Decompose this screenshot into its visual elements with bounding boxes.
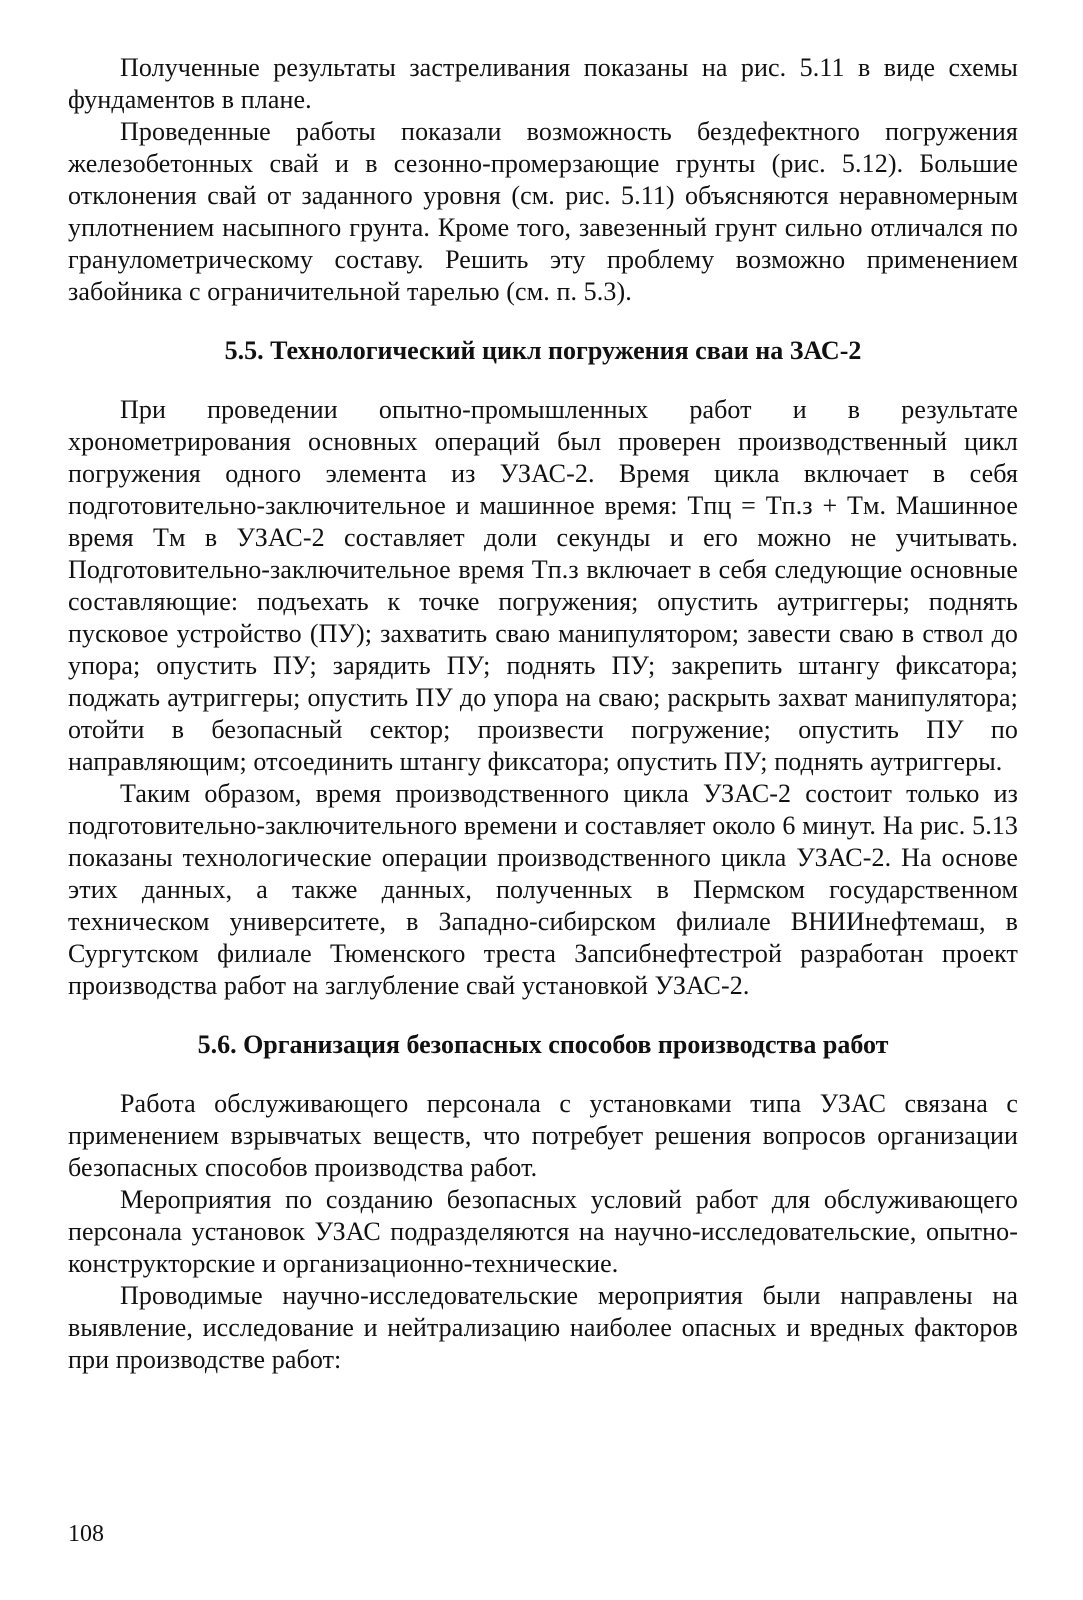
paragraph-results: Полученные результаты застреливания показаны на рис. 5.11 в виде схемы фундаментов в плане. [68,53,1018,114]
page-number: 108 [68,1521,104,1547]
paragraph-safety-intro: Работа обслуживающего персонала с установками типа УЗАС связана с применением взрывчатых веществ, что потребует решения вопросов организации безопасных способов производства работ. [68,1089,1018,1182]
page-body [68,52,1018,1376]
paragraph-safety-measures: Мероприятия по созданию безопасных условий работ для обслуживающего персонала установок УЗАС подразделяются на научно-исследовательские, опытно-конструкторские и организационно-технические. [68,1185,1018,1278]
paragraph-cycle-summary: Таким образом, время производственного цикла УЗАС-2 состоит только из подготовительно-заключительного времени и составляет около 6 минут. На рис. 5.13 показаны технологические операции производственного цикла УЗАС-2. На основе этих данных, а также данных, полученных в Пермском государственном техническом университете, в Западно-сибирском филиале ВНИИнефтемаш, в Сургутском филиале Тюменского треста Запсибнефтестрой разработан проект производства работ на заглубление свай установкой УЗАС-2. [68,779,1018,1000]
section-heading-5-6: 5.6. Организация безопасных способов производства работ [197,1030,889,1059]
paragraph-experiments: Проведенные работы показали возможность бездефектного погружения железобетонных свай и в сезонно-промерзающие грунты (рис. 5.12). Большие отклонения свай от заданного уровня (см. рис. 5.11) объясняются неравномерным уплотнением насыпного грунта. Кроме того, завезенный грунт сильно отличался по гранулометрическому составу. Решить эту проблему возможно применением забойника с ограничительной тарелью (см. п. 5.3). [68,117,1018,306]
section-heading-5-5: 5.5. Технологический цикл погружения сваи на ЗАС-2 [224,336,862,365]
paragraph-research-measures: Проводимые научно-исследовательские мероприятия были направлены на выявление, исследование и нейтрализацию наиболее опасных и вредных факторов при производстве работ: [68,1281,1018,1374]
paragraph-cycle-description: При проведении опытно-промышленных работ и в результате хронометрирования основных операций был проверен производственный цикл погружения одного элемента из УЗАС-2. Время цикла включает в себя подготовительно-заключительное и машинное время: Tпц = Tп.з + Tм. Машинное время Tм в УЗАС-2 составляет доли секунды и его можно не учитывать. Подготовительно-заключительное время Tп.з включает в себя следующие основные составляющие: подъехать к точке погружения; опустить аутриггеры; поднять пусковое устройство (ПУ); захватить сваю манипулятором; завести сваю в ствол до упора; опустить ПУ; зарядить ПУ; поднять ПУ; закрепить штангу фиксатора; поджать аутриггеры; опустить ПУ до упора на сваю; раскрыть захват манипулятора; отойти в безопасный сектор; произвести погружение; опустить ПУ по направляющим; отсоединить штангу фиксатора; опустить ПУ; поднять аутриггеры. [68,395,1018,776]
